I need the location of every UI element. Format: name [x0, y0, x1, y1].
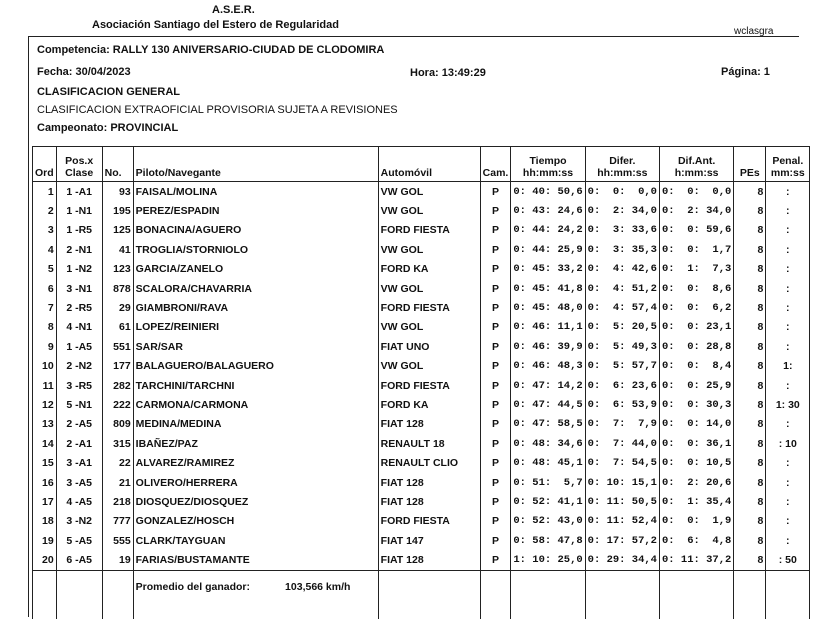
- cell-difant: 0: 0: 23,1: [659, 318, 733, 337]
- cell-pos-clase: 2 -A5: [56, 415, 102, 434]
- cell-pos-clase: 1 -R5: [56, 221, 102, 240]
- cell-automovil: FIAT 147: [378, 531, 480, 550]
- cell-difer: 0: 17: 57,2: [585, 531, 659, 550]
- cell-ord: 2: [33, 201, 57, 220]
- table-row: [33, 298, 810, 317]
- cell-cam: P: [480, 182, 511, 202]
- table-row: [33, 395, 810, 414]
- cell-pes: 8: [734, 298, 766, 317]
- table-row: [33, 473, 810, 492]
- cell-pes: 8: [734, 318, 766, 337]
- cell-no: 125: [102, 221, 133, 240]
- cell-pes: 8: [734, 512, 766, 531]
- table-row: [33, 182, 810, 202]
- cell-cam: P: [480, 279, 511, 298]
- cell-difer: 0: 7: 7,9: [585, 415, 659, 434]
- cell-pos-clase: 2 -N2: [56, 357, 102, 376]
- cell-penal: :: [766, 337, 810, 356]
- cell-no: 222: [102, 395, 133, 414]
- cell-pes: 8: [734, 337, 766, 356]
- cell-pes: 8: [734, 434, 766, 453]
- cell-penal: :: [766, 512, 810, 531]
- cell-pes: 8: [734, 453, 766, 472]
- cell-cam: P: [480, 337, 511, 356]
- cell-piloto: OLIVERO/HERRERA: [133, 473, 378, 492]
- table-row: [33, 512, 810, 531]
- cell-no: 41: [102, 240, 133, 259]
- cell-pos-clase: 1 -A1: [56, 182, 102, 202]
- cell-cam: P: [480, 550, 511, 570]
- cell-penal: :: [766, 492, 810, 511]
- cell-penal: :: [766, 201, 810, 220]
- cell-tiempo: 1: 10: 25,0: [511, 550, 585, 570]
- table-row: [33, 376, 810, 395]
- cell-no: 555: [102, 531, 133, 550]
- cell-piloto: GARCIA/ZANELO: [133, 260, 378, 279]
- cell-difer: 0: 5: 57,7: [585, 357, 659, 376]
- table-row: [33, 240, 810, 259]
- org-acronym: A.S.E.R.: [212, 4, 255, 16]
- cell-ord: 16: [33, 473, 57, 492]
- cell-automovil: VW GOL: [378, 357, 480, 376]
- cell-no: 809: [102, 415, 133, 434]
- cell-ord: 5: [33, 260, 57, 279]
- cell-difer: 0: 6: 53,9: [585, 395, 659, 414]
- cell-piloto: PEREZ/ESPADIN: [133, 201, 378, 220]
- cell-pos-clase: 3 -N1: [56, 279, 102, 298]
- cell-tiempo: 0: 46: 39,9: [511, 337, 585, 356]
- col-cam: Cam.: [480, 147, 511, 182]
- cell-tiempo: 0: 45: 33,2: [511, 260, 585, 279]
- cell-pos-clase: 5 -N1: [56, 395, 102, 414]
- cell-automovil: FIAT 128: [378, 550, 480, 570]
- cell-cam: P: [480, 473, 511, 492]
- cell-tiempo: 0: 40: 50,6: [511, 182, 585, 202]
- cell-ord: 3: [33, 221, 57, 240]
- cell-penal: :: [766, 221, 810, 240]
- cell-penal: :: [766, 182, 810, 202]
- org-name: Asociación Santiago del Estero de Regularidad: [92, 19, 339, 31]
- cell-penal: :: [766, 376, 810, 395]
- cell-tiempo: 0: 58: 47,8: [511, 531, 585, 550]
- cell-difant: 0: 11: 37,2: [659, 550, 733, 570]
- cell-no: 123: [102, 260, 133, 279]
- cell-ord: 13: [33, 415, 57, 434]
- cell-automovil: FORD FIESTA: [378, 376, 480, 395]
- cell-difer: 0: 11: 50,5: [585, 492, 659, 511]
- cell-difant: 0: 2: 34,0: [659, 201, 733, 220]
- cell-difer: 0: 2: 34,0: [585, 201, 659, 220]
- col-piloto: Piloto/Navegante: [133, 147, 378, 182]
- table-row: [33, 221, 810, 240]
- cell-cam: P: [480, 434, 511, 453]
- cell-automovil: VW GOL: [378, 279, 480, 298]
- cell-no: 218: [102, 492, 133, 511]
- table-row: [33, 453, 810, 472]
- cell-automovil: VW GOL: [378, 318, 480, 337]
- cell-automovil: RENAULT 18: [378, 434, 480, 453]
- cell-piloto: SAR/SAR: [133, 337, 378, 356]
- cell-difant: 0: 0: 14,0: [659, 415, 733, 434]
- cell-tiempo: 0: 51: 5,7: [511, 473, 585, 492]
- col-difer: Difer. hh:mm:ss: [585, 147, 659, 182]
- col-pos: Pos.x Clase: [56, 147, 102, 182]
- cell-ord: 1: [33, 182, 57, 202]
- cell-no: 177: [102, 357, 133, 376]
- table-row: [33, 531, 810, 550]
- cell-tiempo: 0: 44: 24,2: [511, 221, 585, 240]
- cell-ord: 7: [33, 298, 57, 317]
- cell-piloto: GIAMBRONI/RAVA: [133, 298, 378, 317]
- cell-difer: 0: 4: 51,2: [585, 279, 659, 298]
- cell-penal: : 10: [766, 434, 810, 453]
- cell-cam: P: [480, 318, 511, 337]
- cell-difer: 0: 3: 33,6: [585, 221, 659, 240]
- col-ord: Ord: [33, 147, 57, 182]
- cell-difant: 0: 0: 8,6: [659, 279, 733, 298]
- cell-pes: 8: [734, 279, 766, 298]
- cell-pes: 8: [734, 395, 766, 414]
- cell-cam: P: [480, 221, 511, 240]
- campeonato: Campeonato: PROVINCIAL: [37, 122, 179, 134]
- cell-difant: 0: 0: 1,7: [659, 240, 733, 259]
- table-row: [33, 260, 810, 279]
- cell-penal: :: [766, 415, 810, 434]
- cell-piloto: CLARK/TAYGUAN: [133, 531, 378, 550]
- clasificacion-general: CLASIFICACION GENERAL: [37, 86, 180, 98]
- cell-pes: 8: [734, 221, 766, 240]
- cell-piloto: DIOSQUEZ/DIOSQUEZ: [133, 492, 378, 511]
- cell-no: 195: [102, 201, 133, 220]
- cell-no: 21: [102, 473, 133, 492]
- cell-penal: : 50: [766, 550, 810, 570]
- cell-ord: 15: [33, 453, 57, 472]
- cell-cam: P: [480, 453, 511, 472]
- cell-automovil: FORD KA: [378, 395, 480, 414]
- cell-ord: 6: [33, 279, 57, 298]
- cell-no: 551: [102, 337, 133, 356]
- cell-pos-clase: 1 -N2: [56, 260, 102, 279]
- cell-ord: 12: [33, 395, 57, 414]
- cell-no: 777: [102, 512, 133, 531]
- cell-no: 61: [102, 318, 133, 337]
- cell-pos-clase: 5 -A5: [56, 531, 102, 550]
- cell-pos-clase: 3 -A1: [56, 453, 102, 472]
- cell-difer: 0: 4: 42,6: [585, 260, 659, 279]
- cell-penal: :: [766, 531, 810, 550]
- cell-pes: 8: [734, 260, 766, 279]
- cell-difer: 0: 4: 57,4: [585, 298, 659, 317]
- cell-difant: 0: 0: 30,3: [659, 395, 733, 414]
- cell-difant: 0: 0: 0,0: [659, 182, 733, 202]
- cell-pes: 8: [734, 240, 766, 259]
- cell-piloto: IBAÑEZ/PAZ: [133, 434, 378, 453]
- cell-piloto: BONACINA/AGUERO: [133, 221, 378, 240]
- cell-piloto: TROGLIA/STORNIOLO: [133, 240, 378, 259]
- cell-cam: P: [480, 240, 511, 259]
- cell-ord: 18: [33, 512, 57, 531]
- cell-ord: 14: [33, 434, 57, 453]
- cell-difer: 0: 10: 15,1: [585, 473, 659, 492]
- cell-pos-clase: 2 -N1: [56, 240, 102, 259]
- cell-cam: P: [480, 201, 511, 220]
- cell-automovil: FIAT 128: [378, 492, 480, 511]
- cell-piloto: ALVAREZ/RAMIREZ: [133, 453, 378, 472]
- col-automovil: Automóvil: [378, 147, 480, 182]
- cell-ord: 20: [33, 550, 57, 570]
- cell-no: 29: [102, 298, 133, 317]
- cell-cam: P: [480, 298, 511, 317]
- cell-cam: P: [480, 357, 511, 376]
- cell-no: 282: [102, 376, 133, 395]
- col-pes: PEs: [734, 147, 766, 182]
- cell-difant: 0: 0: 59,6: [659, 221, 733, 240]
- cell-difer: 0: 5: 20,5: [585, 318, 659, 337]
- cell-cam: P: [480, 531, 511, 550]
- cell-tiempo: 0: 46: 11,1: [511, 318, 585, 337]
- cell-piloto: CARMONA/CARMONA: [133, 395, 378, 414]
- cell-difer: 0: 7: 54,5: [585, 453, 659, 472]
- cell-cam: P: [480, 512, 511, 531]
- cell-no: 93: [102, 182, 133, 202]
- cell-penal: 1:: [766, 357, 810, 376]
- cell-automovil: VW GOL: [378, 240, 480, 259]
- cell-ord: 11: [33, 376, 57, 395]
- cell-difer: 0: 0: 0,0: [585, 182, 659, 202]
- pagina: Página: 1: [721, 66, 770, 78]
- cell-pes: 8: [734, 357, 766, 376]
- cell-penal: 1: 30: [766, 395, 810, 414]
- cell-pos-clase: 1 -N1: [56, 201, 102, 220]
- cell-cam: P: [480, 260, 511, 279]
- cell-cam: P: [480, 376, 511, 395]
- cell-automovil: FORD FIESTA: [378, 221, 480, 240]
- cell-difant: 0: 2: 20,6: [659, 473, 733, 492]
- cell-tiempo: 0: 47: 58,5: [511, 415, 585, 434]
- cell-difer: 0: 5: 49,3: [585, 337, 659, 356]
- cell-automovil: VW GOL: [378, 201, 480, 220]
- cell-tiempo: 0: 52: 41,1: [511, 492, 585, 511]
- cell-pes: 8: [734, 473, 766, 492]
- cell-automovil: FORD FIESTA: [378, 512, 480, 531]
- report-code: wclasgra: [734, 26, 774, 37]
- cell-tiempo: 0: 48: 45,1: [511, 453, 585, 472]
- cell-ord: 10: [33, 357, 57, 376]
- clasificacion-extraoficial: CLASIFICACION EXTRAOFICIAL PROVISORIA SUJETA A REVISIONES: [37, 104, 398, 116]
- cell-piloto: BALAGUERO/BALAGUERO: [133, 357, 378, 376]
- table-header: [33, 147, 810, 182]
- cell-tiempo: 0: 45: 48,0: [511, 298, 585, 317]
- table-row: [33, 550, 810, 570]
- col-penal: Penal. mm:ss: [766, 147, 810, 182]
- cell-pos-clase: 3 -N2: [56, 512, 102, 531]
- col-tiempo: Tiempo hh:mm:ss: [511, 147, 585, 182]
- table-row: [33, 415, 810, 434]
- cell-tiempo: 0: 45: 41,8: [511, 279, 585, 298]
- cell-pos-clase: 2 -R5: [56, 298, 102, 317]
- cell-pos-clase: 2 -A1: [56, 434, 102, 453]
- cell-penal: :: [766, 318, 810, 337]
- cell-ord: 9: [33, 337, 57, 356]
- cell-pes: 8: [734, 492, 766, 511]
- cell-difant: 0: 1: 7,3: [659, 260, 733, 279]
- cell-difant: 0: 0: 28,8: [659, 337, 733, 356]
- col-difant: Dif.Ant. h:mm:ss: [659, 147, 733, 182]
- cell-automovil: FORD KA: [378, 260, 480, 279]
- cell-penal: :: [766, 279, 810, 298]
- cell-piloto: FARIAS/BUSTAMANTE: [133, 550, 378, 570]
- cell-difant: 0: 0: 1,9: [659, 512, 733, 531]
- cell-piloto: TARCHINI/TARCHNI: [133, 376, 378, 395]
- cell-pos-clase: 1 -A5: [56, 337, 102, 356]
- cell-ord: 4: [33, 240, 57, 259]
- cell-difer: 0: 3: 35,3: [585, 240, 659, 259]
- table-row: [33, 279, 810, 298]
- cell-difer: 0: 7: 44,0: [585, 434, 659, 453]
- table-row: [33, 492, 810, 511]
- cell-pos-clase: 4 -A5: [56, 492, 102, 511]
- cell-piloto: FAISAL/MOLINA: [133, 182, 378, 202]
- cell-difant: 0: 6: 4,8: [659, 531, 733, 550]
- cell-difant: 0: 0: 8,4: [659, 357, 733, 376]
- cell-tiempo: 0: 46: 48,3: [511, 357, 585, 376]
- cell-piloto: GONZALEZ/HOSCH: [133, 512, 378, 531]
- cell-penal: :: [766, 473, 810, 492]
- table-row: [33, 337, 810, 356]
- cell-difant: 0: 0: 36,1: [659, 434, 733, 453]
- cell-tiempo: 0: 47: 14,2: [511, 376, 585, 395]
- cell-tiempo: 0: 44: 25,9: [511, 240, 585, 259]
- table-row: [33, 434, 810, 453]
- cell-piloto: SCALORA/CHAVARRIA: [133, 279, 378, 298]
- cell-tiempo: 0: 52: 43,0: [511, 512, 585, 531]
- cell-automovil: VW GOL: [378, 182, 480, 202]
- cell-ord: 19: [33, 531, 57, 550]
- cell-pos-clase: 3 -A5: [56, 473, 102, 492]
- cell-difer: 0: 11: 52,4: [585, 512, 659, 531]
- table-row: [33, 201, 810, 220]
- fecha: Fecha: 30/04/2023: [37, 66, 131, 78]
- cell-penal: :: [766, 240, 810, 259]
- cell-cam: P: [480, 395, 511, 414]
- cell-pes: 8: [734, 415, 766, 434]
- cell-penal: :: [766, 298, 810, 317]
- results-table: [32, 146, 810, 619]
- cell-ord: 17: [33, 492, 57, 511]
- cell-tiempo: 0: 43: 24,6: [511, 201, 585, 220]
- cell-pos-clase: 3 -R5: [56, 376, 102, 395]
- hora: Hora: 13:49:29: [410, 67, 486, 79]
- competencia: Competencia: RALLY 130 ANIVERSARIO-CIUDAD DE CLODOMIRA: [37, 44, 385, 56]
- cell-no: 878: [102, 279, 133, 298]
- table-row: [33, 318, 810, 337]
- promedio-ganador: Promedio del ganador: 103,566 km/h: [133, 570, 378, 619]
- cell-ord: 8: [33, 318, 57, 337]
- cell-difant: 0: 0: 10,5: [659, 453, 733, 472]
- cell-automovil: FIAT UNO: [378, 337, 480, 356]
- cell-piloto: LOPEZ/REINIERI: [133, 318, 378, 337]
- cell-cam: P: [480, 492, 511, 511]
- cell-difer: 0: 29: 34,4: [585, 550, 659, 570]
- cell-pos-clase: 4 -N1: [56, 318, 102, 337]
- cell-tiempo: 0: 47: 44,5: [511, 395, 585, 414]
- cell-no: 22: [102, 453, 133, 472]
- cell-automovil: FORD FIESTA: [378, 298, 480, 317]
- cell-automovil: FIAT 128: [378, 473, 480, 492]
- cell-pos-clase: 6 -A5: [56, 550, 102, 570]
- cell-pes: 8: [734, 182, 766, 202]
- cell-automovil: FIAT 128: [378, 415, 480, 434]
- cell-difer: 0: 6: 23,6: [585, 376, 659, 395]
- cell-cam: P: [480, 415, 511, 434]
- cell-pes: 8: [734, 531, 766, 550]
- cell-pes: 8: [734, 376, 766, 395]
- table-row: [33, 357, 810, 376]
- cell-penal: :: [766, 453, 810, 472]
- cell-automovil: RENAULT CLIO: [378, 453, 480, 472]
- cell-difant: 0: 0: 25,9: [659, 376, 733, 395]
- cell-pes: 8: [734, 550, 766, 570]
- cell-difant: 0: 1: 35,4: [659, 492, 733, 511]
- cell-penal: :: [766, 260, 810, 279]
- cell-no: 315: [102, 434, 133, 453]
- cell-tiempo: 0: 48: 34,6: [511, 434, 585, 453]
- cell-difant: 0: 0: 6,2: [659, 298, 733, 317]
- cell-piloto: MEDINA/MEDINA: [133, 415, 378, 434]
- cell-no: 19: [102, 550, 133, 570]
- footer-row: [33, 570, 810, 619]
- cell-pes: 8: [734, 201, 766, 220]
- col-no: No.: [102, 147, 133, 182]
